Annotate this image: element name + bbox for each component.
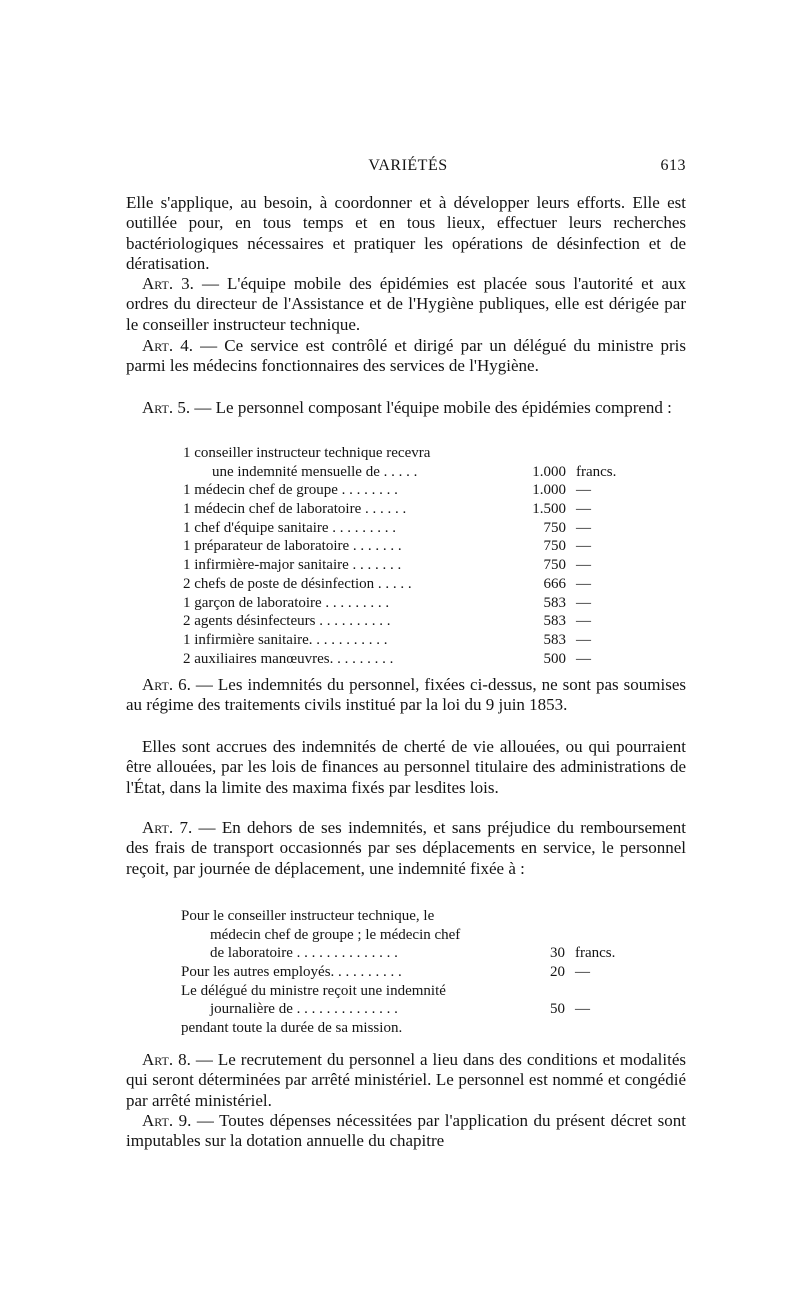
table-row — [181, 982, 637, 1001]
article-text: — En dehors de ses indemnités, et sans préjudice du remboursement des frais de transport occasionnés par ses déplacements en service, le personnel reçoit, par journée de déplacement, une indemnité fixée à : — [126, 818, 686, 878]
row-label: pendant toute la durée de sa mission. — [181, 1020, 403, 1037]
table-row — [183, 481, 638, 500]
row-label: 1 infirmière-major sanitaire . . . . . . . — [183, 557, 402, 574]
row-amount: 666 — [543, 575, 566, 592]
row-unit: — — [575, 964, 590, 981]
article-4 — [126, 336, 686, 377]
table-row — [181, 1000, 637, 1019]
article-text: — Le personnel composant l'équipe mobile des épidémies comprend : — [194, 398, 672, 417]
article-text: — Ce service est contrôlé et dirigé par un délégué du ministre pris parmi les médecins fonctionnaires des services de l'Hygiène. — [126, 336, 687, 376]
row-amount: 50 — [550, 1001, 565, 1018]
row-label: 1 préparateur de laboratoire . . . . . . . — [183, 538, 402, 555]
article-label: Art. 6. — [142, 675, 191, 694]
paragraph-intro: Elle s'applique, au besoin, à coordonner et à développer leurs efforts. Elle est outillée pour, en tous temps et en tous lieux, effectuer leurs recherches bactériologiques nécessaires et pratiquer les opérations de désinfection et de dératisation. — [126, 193, 686, 273]
row-unit: — — [576, 613, 591, 630]
table-row — [183, 519, 638, 538]
row-unit: — — [576, 519, 591, 536]
row-amount: 30 — [550, 945, 565, 962]
row-label: 1 infirmière sanitaire. . . . . . . . . . . — [183, 631, 388, 648]
article-6 — [126, 675, 686, 716]
row-amount: 583 — [543, 613, 566, 630]
article-text: — Les indemnités du personnel, fixées ci-dessus, ne sont pas soumises au régime des traitements civils institué par la loi du 9 juin 1853. — [126, 675, 687, 715]
article-label: Art. 4. — [142, 336, 194, 355]
row-amount: 1.000 — [532, 482, 566, 499]
article-9 — [126, 1111, 686, 1152]
row-amount: 750 — [543, 557, 566, 574]
table-row — [183, 537, 638, 556]
row-amount: 583 — [543, 631, 566, 648]
row-label: 2 agents désinfecteurs . . . . . . . . . . — [183, 613, 391, 630]
row-unit: — — [576, 650, 591, 667]
row-label: de laboratoire . . . . . . . . . . . . . . — [210, 945, 398, 962]
staff-table — [183, 444, 638, 668]
article-label: Art. 3. — [142, 274, 194, 293]
row-label: 1 conseiller instructeur technique recevra — [183, 445, 431, 461]
travel-table — [181, 907, 637, 1038]
article-label: Art. 5. — [142, 398, 191, 417]
row-unit — [565, 926, 637, 945]
row-amount: 750 — [543, 538, 566, 555]
article-7 — [126, 818, 686, 879]
article-8 — [126, 1050, 686, 1111]
row-unit — [565, 907, 637, 926]
table-row — [181, 926, 637, 945]
row-amount — [518, 444, 566, 463]
table-row — [181, 963, 637, 982]
article-3 — [126, 274, 686, 335]
table-row — [181, 944, 637, 963]
row-unit: — — [576, 631, 591, 648]
table-row — [183, 612, 638, 631]
row-amount — [517, 907, 565, 926]
row-amount: 1.500 — [532, 501, 566, 518]
row-unit: — — [575, 1001, 590, 1018]
row-label: une indemnité mensuelle de . . . . . — [212, 463, 418, 480]
article-text: — Le recrutement du personnel a lieu dans des conditions et modalités qui seront déterminées par arrêté ministériel. Le personnel est nommé et congédié par arrêté ministériel. — [126, 1050, 687, 1110]
article-5 — [126, 398, 686, 418]
row-amount — [517, 1019, 565, 1038]
row-unit — [566, 444, 638, 463]
table-row — [183, 463, 638, 482]
row-unit: francs. — [576, 463, 617, 480]
row-label: 1 médecin chef de groupe . . . . . . . . — [183, 482, 398, 499]
row-amount: 583 — [543, 594, 566, 611]
row-label: médecin chef de groupe ; le médecin chef — [210, 926, 461, 943]
row-label: 2 auxiliaires manœuvres. . . . . . . . . — [183, 650, 394, 667]
row-label: 1 garçon de laboratoire . . . . . . . . . — [183, 594, 390, 611]
page-number: 613 — [660, 157, 686, 174]
row-label: Pour les autres employés. . . . . . . . . . — [181, 964, 402, 981]
table-row — [183, 556, 638, 575]
row-label: Pour le conseiller instructeur technique, le — [181, 908, 435, 924]
row-amount: 750 — [543, 519, 566, 536]
row-amount: 20 — [550, 964, 565, 981]
running-header — [130, 157, 686, 179]
row-unit: — — [576, 482, 591, 499]
paragraph-accrues: Elles sont accrues des indemnités de cherté de vie allouées, ou qui pourraient être allouées, par les lois de finances au personnel titulaire des administrations de l'État, dans la limite des maxima fixés par lesdites lois. — [126, 737, 686, 797]
article-text: — Toutes dépenses nécessitées par l'application du présent décret sont imputables sur la dotation annuelle du chapitre — [126, 1111, 686, 1151]
row-unit — [565, 1019, 637, 1038]
article-text: — L'équipe mobile des épidémies est placée sous l'autorité et aux ordres du directeur de l'Assistance et de l'Hygiène publiques, elle est dérigée par le conseiller instructeur technique. — [126, 274, 687, 334]
row-unit: francs. — [575, 945, 616, 962]
row-label: 1 médecin chef de laboratoire . . . . . . — [183, 501, 407, 518]
table-row — [181, 1019, 637, 1038]
row-amount — [517, 926, 565, 945]
row-unit: — — [576, 594, 591, 611]
row-unit: — — [576, 538, 591, 555]
table-row — [183, 650, 638, 669]
row-label: Le délégué du ministre reçoit une indemnité — [181, 982, 446, 999]
article-label: Art. 7. — [142, 818, 193, 837]
table-row — [183, 594, 638, 613]
article-label: Art. 9. — [142, 1111, 192, 1130]
section-title: VARIÉTÉS — [368, 157, 448, 174]
row-label: 2 chefs de poste de désinfection . . . . . — [183, 575, 412, 592]
table-row — [183, 500, 638, 519]
table-row — [183, 575, 638, 594]
table-row — [183, 444, 638, 463]
row-unit — [565, 982, 637, 1001]
row-unit: — — [576, 557, 591, 574]
row-label: journalière de . . . . . . . . . . . . . . — [210, 1001, 398, 1018]
row-amount — [517, 982, 565, 1001]
row-amount: 1.000 — [532, 463, 566, 480]
article-label: Art. 8. — [142, 1050, 191, 1069]
table-row — [183, 631, 638, 650]
row-unit: — — [576, 575, 591, 592]
table-row — [181, 907, 637, 926]
row-unit: — — [576, 501, 591, 518]
row-amount: 500 — [543, 650, 566, 667]
row-label: 1 chef d'équipe sanitaire . . . . . . . . . — [183, 519, 397, 536]
